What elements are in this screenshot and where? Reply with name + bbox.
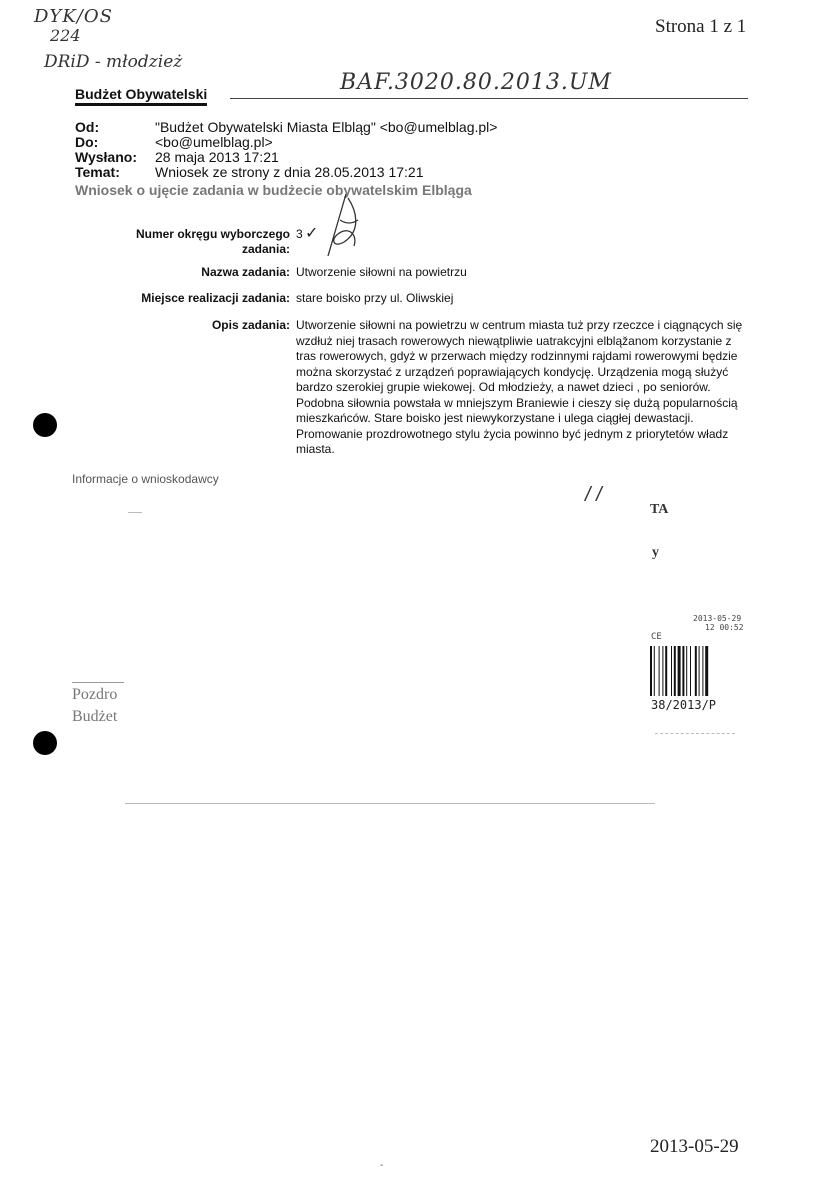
barcode-bar <box>699 646 700 696</box>
email-subject-label: Temat: <box>75 164 120 180</box>
closing-greeting: Pozdro <box>72 686 118 703</box>
email-sent-value: 28 maja 2013 17:21 <box>155 149 279 165</box>
barcode-bar <box>695 646 697 696</box>
district-label-line: zadania: <box>241 242 290 256</box>
stamp-time: 12 00:52 <box>705 623 744 632</box>
barcode-bar <box>650 646 652 696</box>
barcode-bar <box>674 646 676 696</box>
email-from-row <box>75 120 497 135</box>
task-name-label: Nazwa zadania: <box>201 265 290 279</box>
email-to-row <box>75 135 497 150</box>
handwritten-reference-number: BAF.3020.80.2013.UM <box>340 70 612 95</box>
document-title: Budżet Obywatelski <box>75 86 207 106</box>
signature-scribble-icon <box>318 190 368 260</box>
faint-line <box>128 512 142 513</box>
email-from-label: Od: <box>75 119 100 135</box>
handwritten-note-line: DYK/OS <box>34 6 113 27</box>
footer-date: 2013-05-29 <box>650 1136 739 1157</box>
email-subject-value: Wniosek ze strony z dnia 28.05.2013 17:21 <box>155 164 424 180</box>
location-label: Miejsce realizacji zadania: <box>141 291 290 305</box>
email-sent-row <box>75 150 497 165</box>
handwritten-note-line: DRiD - młodzież <box>44 52 183 72</box>
form-title: Wniosek o ujęcie zadania w budżecie obywatelskim Elbląga <box>75 182 472 198</box>
redacted-fragment: y <box>652 545 659 560</box>
closing-divider <box>72 682 124 683</box>
barcode-bar <box>654 646 655 696</box>
header-divider <box>230 98 748 99</box>
barcode-bar <box>682 646 684 696</box>
redacted-fragment: TA <box>650 502 669 517</box>
email-sent-label: Wysłano: <box>75 149 137 165</box>
email-subject-row <box>75 165 497 180</box>
faint-line <box>125 803 655 804</box>
task-name-value: Utworzenie siłowni na powietrzu <box>296 265 467 279</box>
email-to-label: Do: <box>75 134 99 150</box>
district-value: 3 <box>296 227 303 241</box>
email-to-value: <bo@umelblag.pl> <box>155 134 273 150</box>
checkmark-icon: ✓ <box>305 225 319 242</box>
email-from-value: "Budżet Obywatelski Miasta Elbląg" <bo@umelblag.pl> <box>155 119 498 135</box>
barcode-bar <box>659 646 660 696</box>
barcode-bar <box>671 646 672 696</box>
barcode-bar <box>665 646 667 696</box>
redacted-fragment: / / <box>585 484 602 506</box>
description-value: Utworzenie siłowni na powietrzu w centrum miasta tuż przy rzeczce i ciągnących się wzdłuż niej trasach rowerowych niewątpliwie uatrakcyjni elbląžanom korzystanie z tras rowerowych, gdyż w przerwach między rodzinnymi rajdami rowerowymi będzie można skorzystać z urządzeń poprawiających kondycję. Urządzenia mogą służyć bardzo szerokiej grupie wiekowej. Od młodzieży, a nawet dzieci , po seniorów. Podobna siłownia powstała w mniejszym Braniewie i cieszy się dużą popularnością mieszkańców. Stare boisko jest niewykorzystane i ulega ciągłej dewastacji. Promowanie prozdrowotnego stylu życia powinno być jednym z priorytetów władz miasta. <box>296 318 743 456</box>
barcode-bar <box>686 646 687 696</box>
page-label: Strona 1 z 1 <box>655 16 747 37</box>
handwritten-note-line: 224 <box>50 26 81 45</box>
barcode-bar <box>662 646 663 696</box>
barcode-bar <box>702 646 703 696</box>
applicant-info-heading: Informacje o wnioskodawcy <box>72 472 219 486</box>
stamp-number: 38/2013/P <box>651 698 717 712</box>
district-label <box>0 227 290 257</box>
barcode-bar <box>705 646 708 696</box>
faint-line <box>655 733 735 734</box>
stamp-label: CE <box>651 632 662 642</box>
registry-stamp <box>648 612 758 722</box>
handwritten-notes <box>34 4 234 84</box>
barcode-bar <box>690 646 691 696</box>
punch-hole <box>33 731 57 755</box>
footer-mark: - <box>380 1160 384 1171</box>
closing-signature: Budżet <box>72 708 118 725</box>
stamp-date: 2013-05-29 <box>693 614 742 623</box>
barcode-icon <box>650 646 722 696</box>
punch-hole <box>33 413 57 437</box>
district-label-line: Numer okręgu wyborczego <box>135 227 290 241</box>
description-label: Opis zadania: <box>211 318 290 332</box>
barcode-bar <box>678 646 681 696</box>
email-headers <box>75 120 497 180</box>
location-value: stare boisko przy ul. Oliwskiej <box>296 291 454 305</box>
